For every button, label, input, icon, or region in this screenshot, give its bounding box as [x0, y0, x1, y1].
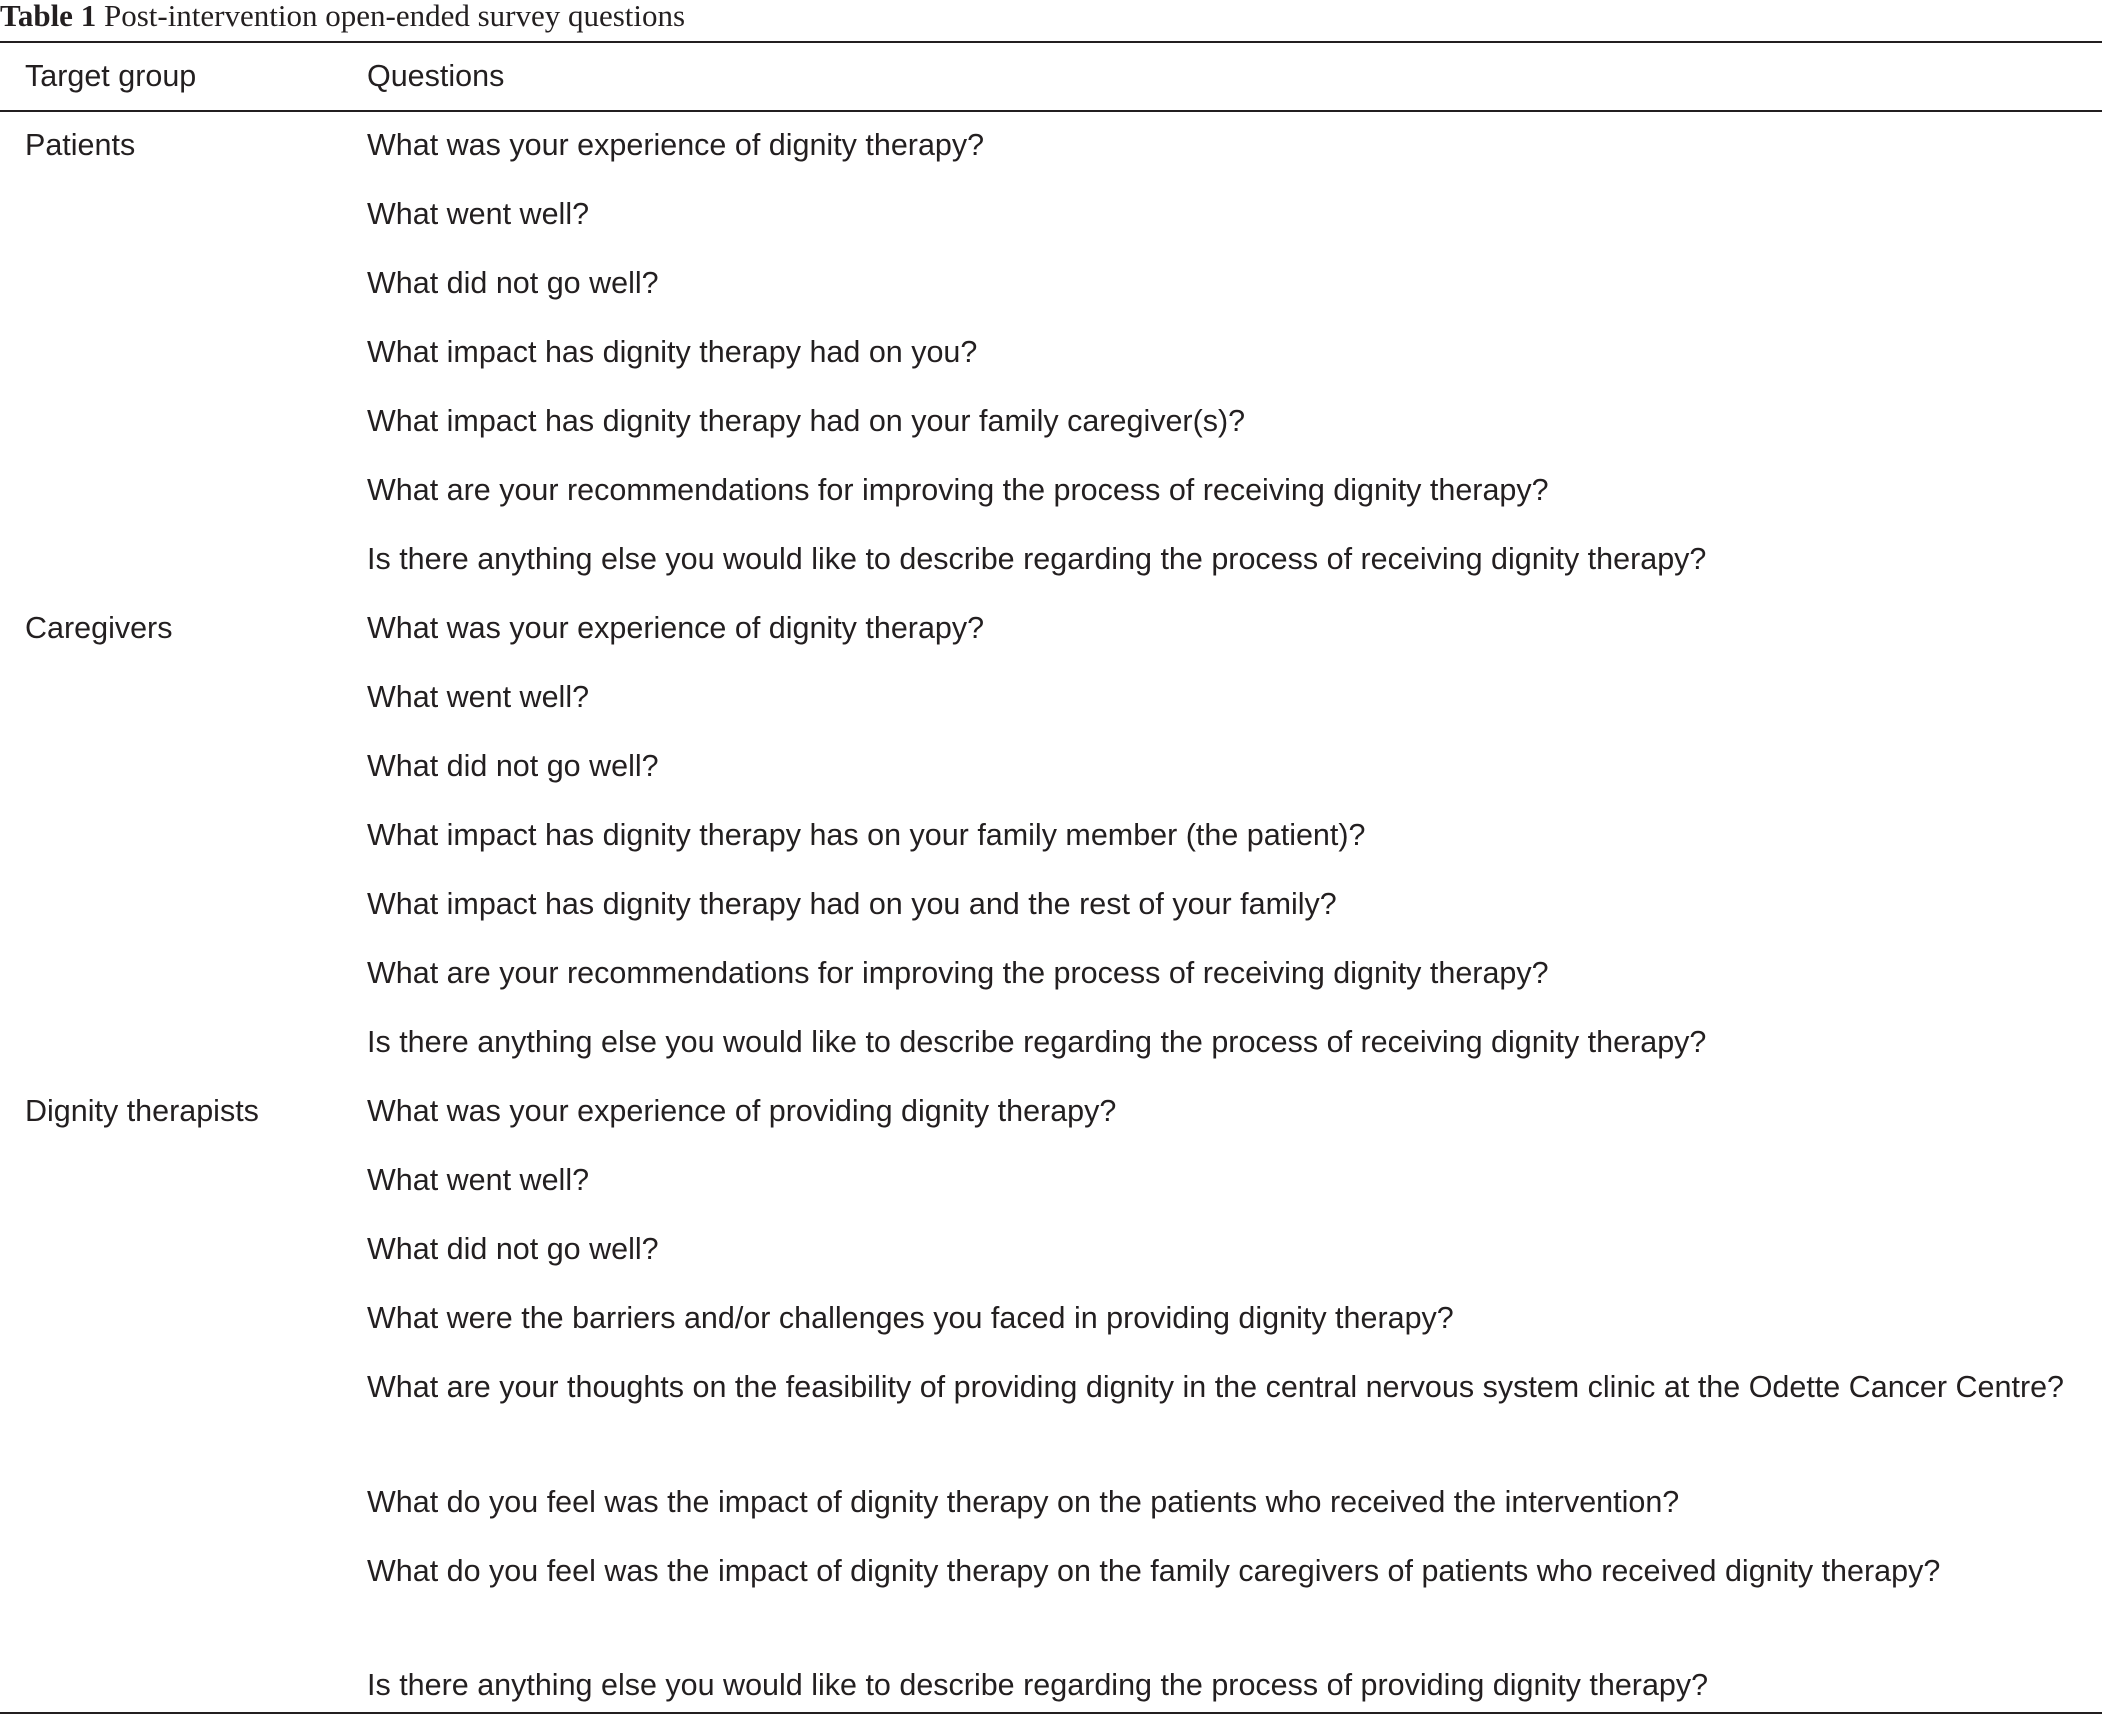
- question-cell: What do you feel was the impact of dignity therapy on the family caregivers of patients who received dignity therapy?: [367, 1554, 1941, 1588]
- question-cell: Is there anything else you would like to describe regarding the process of receiving dignity therapy?: [367, 1025, 1707, 1059]
- question-cell: What are your thoughts on the feasibility of providing dignity in the central nervous system clinic at the Odette Cancer Centre?: [367, 1370, 2065, 1404]
- question-cell: What impact has dignity therapy has on your family member (the patient)?: [367, 818, 1366, 852]
- question-cell: What are your recommendations for improving the process of receiving dignity therapy?: [367, 956, 1549, 990]
- question-cell: What went well?: [367, 1163, 590, 1197]
- table-title: [0, 0, 685, 40]
- question-cell: What went well?: [367, 197, 590, 231]
- question-cell: What are your recommendations for improving the process of receiving dignity therapy?: [367, 473, 1549, 507]
- table-caption: Post-intervention open-ended survey questions: [103, 0, 686, 33]
- header-questions: Questions: [367, 59, 505, 93]
- target-group-cell: Caregivers: [25, 611, 173, 645]
- question-cell: What did not go well?: [367, 749, 659, 783]
- question-cell: What did not go well?: [367, 1232, 659, 1266]
- table-top-rule: [0, 41, 2102, 43]
- table-header-rule: [0, 110, 2102, 112]
- question-cell: What impact has dignity therapy had on you?: [367, 335, 978, 369]
- question-cell: What was your experience of dignity therapy?: [367, 128, 985, 162]
- question-cell: What went well?: [367, 680, 590, 714]
- target-group-cell: Patients: [25, 128, 136, 162]
- table-bottom-rule: [0, 1712, 2102, 1714]
- target-group-cell: Dignity therapists: [25, 1094, 259, 1128]
- question-cell: What did not go well?: [367, 266, 659, 300]
- question-cell: What impact has dignity therapy had on you and the rest of your family?: [367, 887, 1337, 921]
- table-label: Table 1: [0, 0, 97, 33]
- header-target-group: Target group: [25, 59, 197, 93]
- question-cell: What impact has dignity therapy had on your family caregiver(s)?: [367, 404, 1246, 438]
- question-cell: What do you feel was the impact of dignity therapy on the patients who received the intervention?: [367, 1485, 1680, 1519]
- question-cell: What were the barriers and/or challenges you faced in providing dignity therapy?: [367, 1301, 1454, 1335]
- question-cell: What was your experience of providing dignity therapy?: [367, 1094, 1117, 1128]
- question-cell: Is there anything else you would like to describe regarding the process of providing dignity therapy?: [367, 1668, 1709, 1702]
- question-cell: Is there anything else you would like to describe regarding the process of receiving dignity therapy?: [367, 542, 1707, 576]
- question-cell: What was your experience of dignity therapy?: [367, 611, 985, 645]
